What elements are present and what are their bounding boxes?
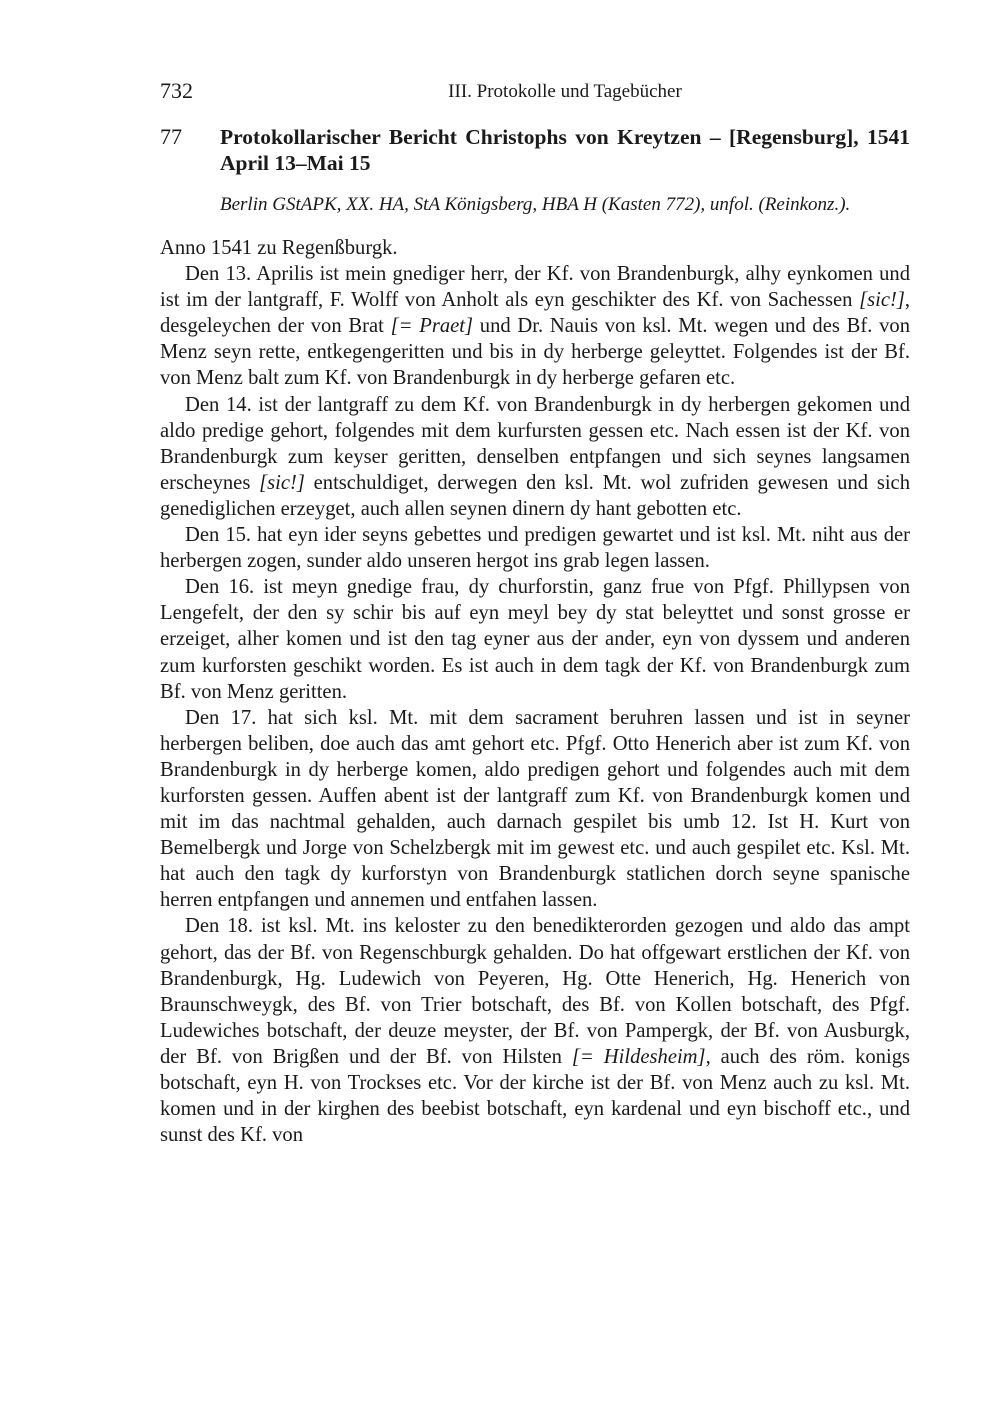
text-segment: Den 18. ist ksl. Mt. ins keloster zu den benedikterorden gezogen und aldo das ampt gehort, das der Bf. von Regenschburgk gehalden. Do hat offgewart erstlichen der Kf. von Brandenburgk, Hg. Ludewich von Peyeren, Hg. Otte Henerich, Hg. Henerich von Braunschweygk, des Bf. von Trier botschaft, des Bf. von Kollen botschaft, des Pfgf. Ludewiches botschaft, der deuze meyster, der Bf. von Pampergk, der Bf. von Ausburgk, der Bf. von Brigßen und der Bf. von Hilsten (160, 915, 910, 1068)
source-citation: Berlin GStAPK, XX. HA, StA Königsberg, HBA H (Kasten 772), unfol. (Reinkonz.). (220, 194, 851, 215)
body-text (160, 235, 910, 1148)
document-number: 77 (160, 124, 182, 149)
text-segment: Anno 1541 zu Regenßburgk. (160, 237, 398, 259)
paragraph-entry (160, 522, 910, 574)
editorial-note: [= Hildesheim] (571, 1045, 706, 1068)
editorial-note: [sic!] (259, 471, 305, 494)
page (160, 78, 910, 1148)
page-number: 732 (160, 78, 193, 103)
text-segment: Den 15. hat eyn ider seyns gebettes und predigen gewartet und ist ksl. Mt. niht aus der herbergen zogen, sunder aldo unseren hergot ins grab legen lassen. (160, 524, 910, 573)
editorial-note: [= Praet] (390, 315, 474, 338)
text-segment: entschuldiget, derwegen den ksl. Mt. wol zufriden gewesen und sich genediglichen erzeyget, auch allen seynen dinern dy hant gebotten etc. (160, 471, 910, 520)
paragraph-entry (160, 574, 910, 704)
editorial-note: [sic!] (859, 289, 905, 312)
running-title: III. Protokolle und Tagebücher (448, 81, 682, 102)
paragraph-entry (160, 705, 910, 914)
text-segment: , auch des röm. konigs botschaft, eyn H. von Trockses etc. Vor der kirche ist der Bf. von Menz auch zu ksl. Mt. komen und in der kirghen des beebist botschaft, eyn kardenal und eyn bischoff etc., und sunst des Kf. von (160, 1045, 910, 1147)
text-segment: Den 14. ist der lantgraff zu dem Kf. von Brandenburgk in dy herbergen gekomen und aldo predige gehort, folgendes mit dem kurfursten gessen etc. Nach essen ist der Kf. von Brandenburgk zum keyser geritten, denselben entpfangen und sich seynes langsamen erscheynes (160, 393, 910, 494)
paragraph-entry (160, 913, 910, 1148)
paragraph-entry (160, 261, 910, 391)
text-segment: Den 16. ist meyn gnedige frau, dy churforstin, ganz frue von Pfgf. Phillypsen von Lengefelt, der den sy schir bis auf eyn meyl bey dy stat beleyttet und sonst grosse er erzeiget, alher komen und ist den tag eyner aus der ander, eyn von dyssem und anderen zum kurforsten geschikt worden. Es ist auch in dem tagk der Kf. von Brandenburgk zum Bf. von Menz geritten. (160, 576, 910, 703)
document-heading (160, 124, 910, 176)
text-segment: , desgeleychen der von Brat (160, 289, 910, 338)
text-segment: und Dr. Nauis von ksl. Mt. wegen und des Bf. von Menz seyn rette, entkegengeritten und bis in dy herberge geleyttet. Folgendes ist der Bf. von Menz balt zum Kf. von Brandenburgk in dy herberge gefaren etc. (160, 315, 910, 390)
running-header (160, 78, 910, 108)
document-title: Protokollarischer Bericht Christophs von Kreytzen – [Regensburg], 1541 April 13–Mai 15 (220, 125, 910, 175)
text-segment: Den 17. hat sich ksl. Mt. mit dem sacrament beruhren lassen und ist in seyner herbergen beliben, doe auch das amt gehort etc. Pfgf. Otto Henerich aber ist zum Kf. von Brandenburgk in dy herberge komen, aldo predigen gehort und folgendes auch mit dem kurforsten gessen. Auffen abent ist der lantgraff zum Kf. von Brandenburgk komen und mit im das nachtmal gehalden, auch darnach gespilet bis umb 12. Ist H. Kurt von Bemelbergk und Jorge von Schelzbergk mit im gewest etc. und auch gespilet etc. Ksl. Mt. hat auch den tagk dy kurforstyn von Brandenburgk statlichen dorch seyne spanische herren entpfangen und annemen und entfahen lassen. (160, 706, 910, 912)
paragraph-entry (160, 392, 910, 522)
text-segment: Den 13. Aprilis ist mein gnediger herr, der Kf. von Brandenburgk, alhy eynkomen und ist im der lantgraff, F. Wolff von Anholt als eyn geschikter des Kf. von Sachessen (160, 263, 910, 312)
paragraph-opening (160, 235, 910, 261)
